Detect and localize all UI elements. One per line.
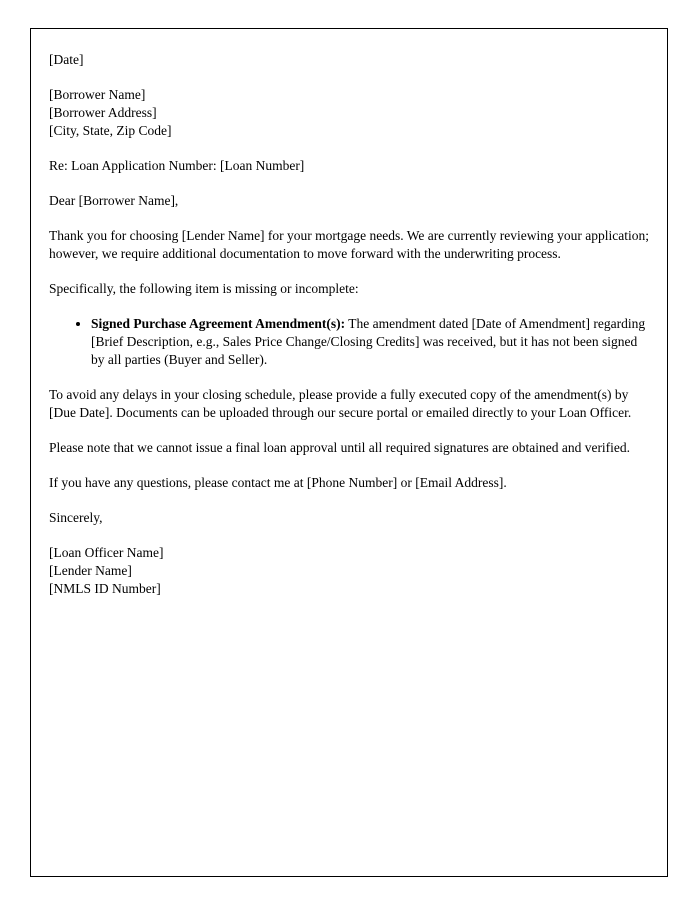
paragraph-note: Please note that we cannot issue a final loan approval until all required signatures are obtained and verified. [49, 440, 631, 455]
subject-line: Re: Loan Application Number: [Loan Number] [49, 158, 305, 173]
date-line: [Date] [49, 52, 84, 67]
recipient-address: [Borrower Address] [49, 105, 157, 120]
paragraph-intro: Thank you for choosing [Lender Name] for your mortgage needs. We are currently reviewing your application; however, we require additional documentation to move forward with the underwriting process. [49, 228, 649, 261]
paragraph-action: To avoid any delays in your closing schedule, please provide a fully executed copy of the amendment(s) by [Due Date]. Documents can be uploaded through our secure portal or emailed directly to your Loan Officer. [49, 387, 632, 420]
paragraph-contact: If you have any questions, please contact me at [Phone Number] or [Email Address]. [49, 475, 507, 490]
missing-item-label: Signed Purchase Agreement Amendment(s): [91, 316, 346, 331]
salutation: Dear [Borrower Name], [49, 193, 179, 208]
signature-nmls: [NMLS ID Number] [49, 581, 161, 596]
signature-lender: [Lender Name] [49, 563, 132, 578]
signature-block [49, 544, 649, 598]
paragraph-missing-intro: Specifically, the following item is missing or incomplete: [49, 281, 359, 296]
signature-name: [Loan Officer Name] [49, 545, 164, 560]
missing-item-text: The amendment dated [Date of Amendment] regarding [Brief Description, e.g., Sales Price Change/Closing Credits] was received, but it has not been signed by all parties (Buyer and Seller). [91, 316, 646, 367]
letter-page [30, 28, 668, 877]
missing-item [91, 315, 649, 369]
closing: Sincerely, [49, 510, 103, 525]
missing-items-list [49, 315, 649, 369]
recipient-city-state-zip: [City, State, Zip Code] [49, 123, 172, 138]
recipient-name: [Borrower Name] [49, 87, 146, 102]
recipient-block [49, 86, 649, 140]
